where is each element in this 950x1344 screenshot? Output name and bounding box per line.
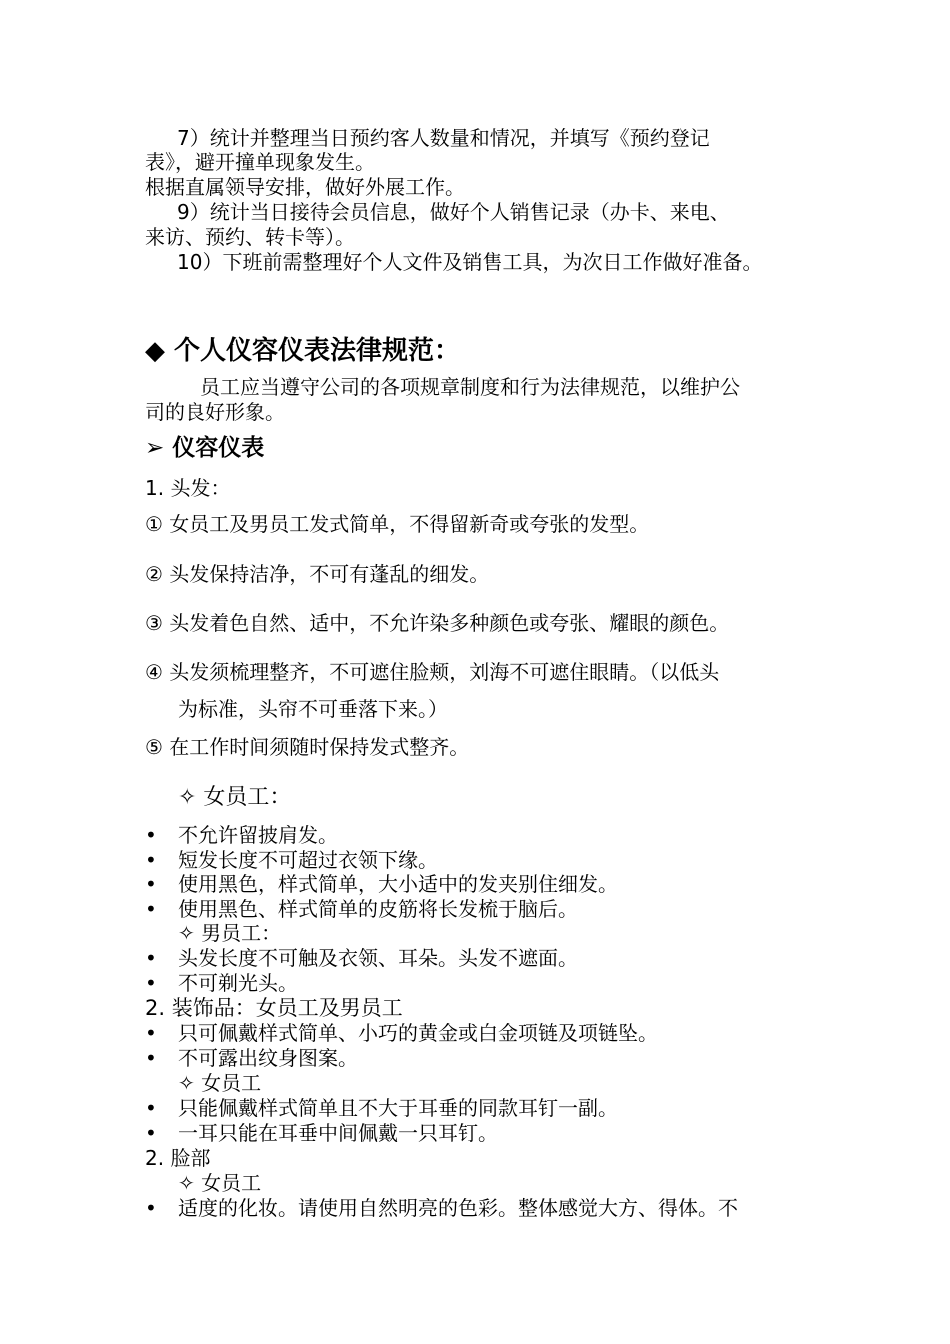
bullet-icon: • [145,897,157,921]
list-item: 不允许留披肩发。 [178,823,338,847]
bullet-icon: • [145,946,157,970]
accessories-female-label: ✧ 女员工 [178,1071,262,1095]
list-item: 只可佩戴样式简单、小巧的黄金或白金项链及项链坠。 [178,1021,658,1045]
task-item-8: 根据直属领导安排，做好外展工作。 [145,175,465,199]
list-item: 头发长度不可触及衣领、耳朵。头发不遮面。 [178,946,578,970]
task-item-10: 10）下班前需整理好个人文件及销售工具，为次日工作做好准备。 [177,250,763,274]
intro-line1: 员工应当遵守公司的各项规章制度和行为法律规范，以维护公 [200,375,740,399]
bullet-icon: • [145,1021,157,1045]
hair-rule-3: ③ 头发着色自然、适中，不允许染多种颜色或夸张、耀眼的颜色。 [145,611,730,635]
list-item: 只能佩戴样式简单且不大于耳垂的同款耳钉一副。 [178,1096,618,1120]
hair-female-label: ✧ 女员工： [178,785,292,810]
hair-rule-4-line1: ④ 头发须梳理整齐，不可遮住脸颊，刘海不可遮住眼睛。（以低头 [145,660,720,684]
list-item: 使用黑色，样式简单，大小适中的发夹别住细发。 [178,872,618,896]
face-heading: 2. 脸部 [145,1146,211,1170]
bullet-icon: • [145,971,157,995]
bullet-icon: • [145,1046,157,1070]
list-item: 不可剃光头。 [178,971,298,995]
bullet-icon: • [145,848,157,872]
task-item-7-line1: 7）统计并整理当日预约客人数量和情况，并填写《预约登记 [177,126,710,150]
list-item: 不可露出纹身图案。 [178,1046,358,1070]
list-item: 短发长度不可超过衣领下缘。 [178,848,438,872]
hair-rule-2: ② 头发保持洁净，不可有蓬乱的细发。 [145,562,490,586]
bullet-icon: • [145,1096,157,1120]
subsection-title: ➢ 仪容仪表 [145,435,265,461]
hair-rule-5: ⑤ 在工作时间须随时保持发式整齐。 [145,735,470,759]
list-item: 适度的化妆。请使用自然明亮的色彩。整体感觉大方、得体。不 [178,1196,738,1220]
list-item: 一耳只能在耳垂中间佩戴一只耳钉。 [178,1121,498,1145]
list-item: 使用黑色、样式简单的皮筋将长发梳于脑后。 [178,897,578,921]
bullet-icon: • [145,1196,157,1220]
hair-rule-4-line2: 为标准，头帘不可垂落下来。） [178,697,448,721]
hair-male-label: ✧ 男员工： [178,921,282,945]
section-title: ◆ 个人仪容仪表法律规范： [145,336,461,366]
accessories-heading: 2. 装饰品：女员工及男员工 [145,996,403,1020]
bullet-icon: • [145,823,157,847]
hair-rule-1: ① 女员工及男员工发式简单，不得留新奇或夸张的发型。 [145,512,650,536]
hair-heading: 1. 头发： [145,476,231,500]
task-item-9-line2: 来访、预约、转卡等）。 [145,225,355,249]
bullet-icon: • [145,872,157,896]
intro-line2: 司的良好形象。 [145,400,285,424]
task-item-7-line2: 表》，避开撞单现象发生。 [145,150,375,174]
face-female-label: ✧ 女员工 [178,1171,262,1195]
bullet-icon: • [145,1121,157,1145]
task-item-9-line1: 9）统计当日接待会员信息，做好个人销售记录（办卡、来电、 [177,200,730,224]
